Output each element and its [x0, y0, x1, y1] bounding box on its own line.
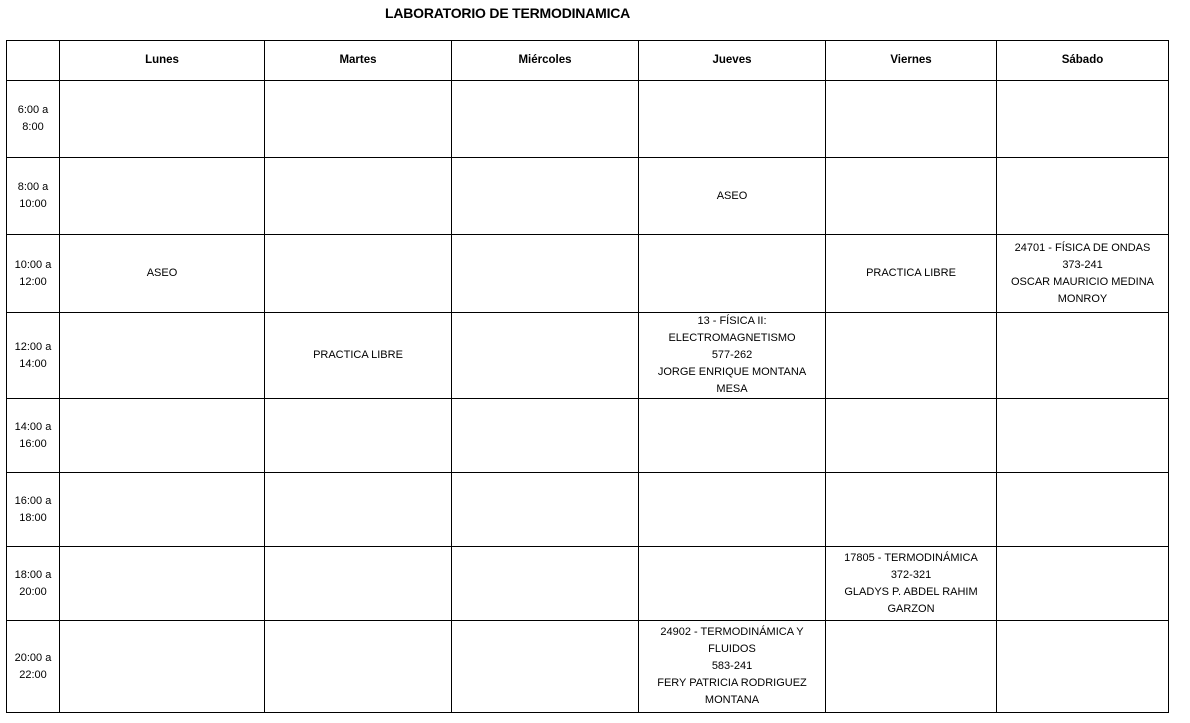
time-slot-label	[7, 399, 60, 473]
time-slot-row	[7, 399, 1169, 473]
schedule-empty-cell	[826, 81, 997, 158]
time-slot-row	[7, 621, 1169, 713]
schedule-empty-cell	[639, 547, 826, 621]
day-header: Sábado	[997, 41, 1169, 81]
schedule-empty-cell	[452, 81, 639, 158]
schedule-empty-cell	[265, 158, 452, 235]
time-slot-label	[7, 621, 60, 713]
time-slot-label	[7, 313, 60, 399]
time-slot-label	[7, 81, 60, 158]
time-slot-line: 16:00 a	[14, 494, 52, 507]
schedule-empty-cell	[997, 313, 1169, 399]
time-slot-line: 10:00	[19, 198, 47, 210]
time-slot-row	[7, 235, 1169, 313]
schedule-empty-cell	[452, 621, 639, 713]
schedule-empty-cell	[997, 621, 1169, 713]
schedule-empty-cell	[639, 235, 826, 313]
time-slot-line: 18:00	[19, 511, 47, 524]
schedule-empty-cell	[997, 473, 1169, 547]
schedule-table	[6, 40, 1169, 713]
schedule-entry-cell	[639, 158, 826, 235]
schedule-entry-cell	[265, 313, 452, 399]
schedule-entry-line: 372-321	[890, 568, 932, 581]
time-slot-line: 12:00 a	[14, 340, 52, 353]
schedule-empty-cell	[639, 81, 826, 158]
schedule-empty-cell	[826, 313, 997, 399]
schedule-empty-cell	[452, 399, 639, 473]
schedule-body	[7, 81, 1169, 713]
schedule-empty-cell	[452, 547, 639, 621]
time-slot-line: 8:00	[22, 121, 44, 133]
schedule-empty-cell	[60, 313, 265, 399]
schedule-entry-line: GLADYS P. ABDEL RAHIM	[844, 585, 978, 598]
schedule-empty-cell	[639, 473, 826, 547]
schedule-entry-cell	[826, 235, 997, 313]
schedule-entry-line: JORGE ENRIQUE MONTANA MESA	[657, 366, 807, 395]
schedule-entry-line: FLUIDOS	[708, 643, 756, 655]
time-slot-row	[7, 158, 1169, 235]
schedule-empty-cell	[452, 235, 639, 313]
schedule-empty-cell	[997, 81, 1169, 158]
schedule-entry-line: OSCAR MAURICIO MEDINA	[1010, 275, 1154, 288]
schedule-empty-cell	[826, 399, 997, 473]
time-slot-row	[7, 81, 1169, 158]
time-slot-label	[7, 473, 60, 547]
schedule-empty-cell	[60, 158, 265, 235]
time-slot-row	[7, 547, 1169, 621]
header-row	[7, 41, 1169, 81]
schedule-empty-cell	[639, 399, 826, 473]
time-slot-line: 10:00 a	[14, 258, 52, 271]
schedule-empty-cell	[997, 399, 1169, 473]
time-slot-label	[7, 235, 60, 313]
schedule-entry-line: PRACTICA LIBRE	[313, 349, 403, 361]
time-slot-line: 20:00 a	[14, 651, 52, 664]
time-slot-label	[7, 158, 60, 235]
day-header: Martes	[265, 41, 452, 81]
schedule-empty-cell	[60, 621, 265, 713]
schedule-entry-line: 583-241	[711, 660, 753, 672]
time-slot-row	[7, 313, 1169, 399]
time-slot-line: 18:00 a	[14, 568, 52, 581]
corner-cell	[7, 41, 60, 81]
schedule-entry-line: ELECTROMAGNETISMO	[668, 332, 796, 344]
schedule-empty-cell	[997, 547, 1169, 621]
time-slot-line: 22:00	[19, 668, 47, 681]
day-header: Viernes	[826, 41, 997, 81]
schedule-entry-line: 24701 - FÍSICA DE ONDAS	[1014, 241, 1151, 254]
schedule-empty-cell	[452, 313, 639, 399]
schedule-empty-cell	[265, 235, 452, 313]
time-slot-line: 14:00	[19, 357, 47, 370]
time-slot-line: 16:00	[19, 437, 47, 450]
schedule-entry-line: FERY PATRICIA RODRIGUEZ	[657, 677, 807, 689]
time-slot-line: 6:00 a	[17, 104, 49, 116]
schedule-entry-line: GARZON	[887, 602, 935, 615]
schedule-entry-line: 17805 - TERMODINÁMICA	[844, 551, 978, 564]
page-title: LABORATORIO DE TERMODINAMICA	[385, 5, 631, 21]
time-slot-label	[7, 547, 60, 621]
schedule-empty-cell	[60, 547, 265, 621]
schedule-empty-cell	[60, 399, 265, 473]
day-header: Jueves	[639, 41, 826, 81]
schedule-entry-line: 13 - FÍSICA II:	[697, 315, 767, 327]
schedule-empty-cell	[265, 399, 452, 473]
schedule-entry-line: MONTANA	[704, 694, 760, 706]
time-slot-line: 8:00 a	[17, 181, 49, 193]
schedule-empty-cell	[826, 473, 997, 547]
schedule-entry-line: ASEO	[716, 189, 748, 202]
schedule-entry-cell	[639, 313, 826, 399]
schedule-entry-line: ASEO	[146, 267, 178, 279]
time-slot-line: 12:00	[19, 275, 47, 288]
schedule-entry-line: PRACTICA LIBRE	[866, 267, 956, 279]
schedule-entry-cell	[997, 235, 1169, 313]
schedule-empty-cell	[452, 158, 639, 235]
time-slot-line: 14:00 a	[14, 420, 52, 433]
schedule-empty-cell	[826, 621, 997, 713]
day-header: Lunes	[60, 41, 265, 81]
schedule-entry-cell	[60, 235, 265, 313]
schedule-entry-cell	[639, 621, 826, 713]
schedule-empty-cell	[265, 547, 452, 621]
schedule-empty-cell	[452, 473, 639, 547]
time-slot-line: 20:00	[19, 585, 47, 598]
day-header: Miércoles	[452, 41, 639, 81]
schedule-entry-line: 577-262	[711, 349, 753, 361]
schedule-entry-cell	[826, 547, 997, 621]
schedule-empty-cell	[265, 81, 452, 158]
schedule-empty-cell	[60, 81, 265, 158]
schedule-empty-cell	[265, 473, 452, 547]
schedule-empty-cell	[826, 158, 997, 235]
schedule-empty-cell	[997, 158, 1169, 235]
schedule-empty-cell	[265, 621, 452, 713]
schedule-entry-line: MONROY	[1057, 292, 1108, 305]
time-slot-row	[7, 473, 1169, 547]
schedule-empty-cell	[60, 473, 265, 547]
schedule-entry-line: 373-241	[1062, 258, 1103, 271]
schedule-entry-line: 24902 - TERMODINÁMICA Y	[660, 626, 804, 638]
